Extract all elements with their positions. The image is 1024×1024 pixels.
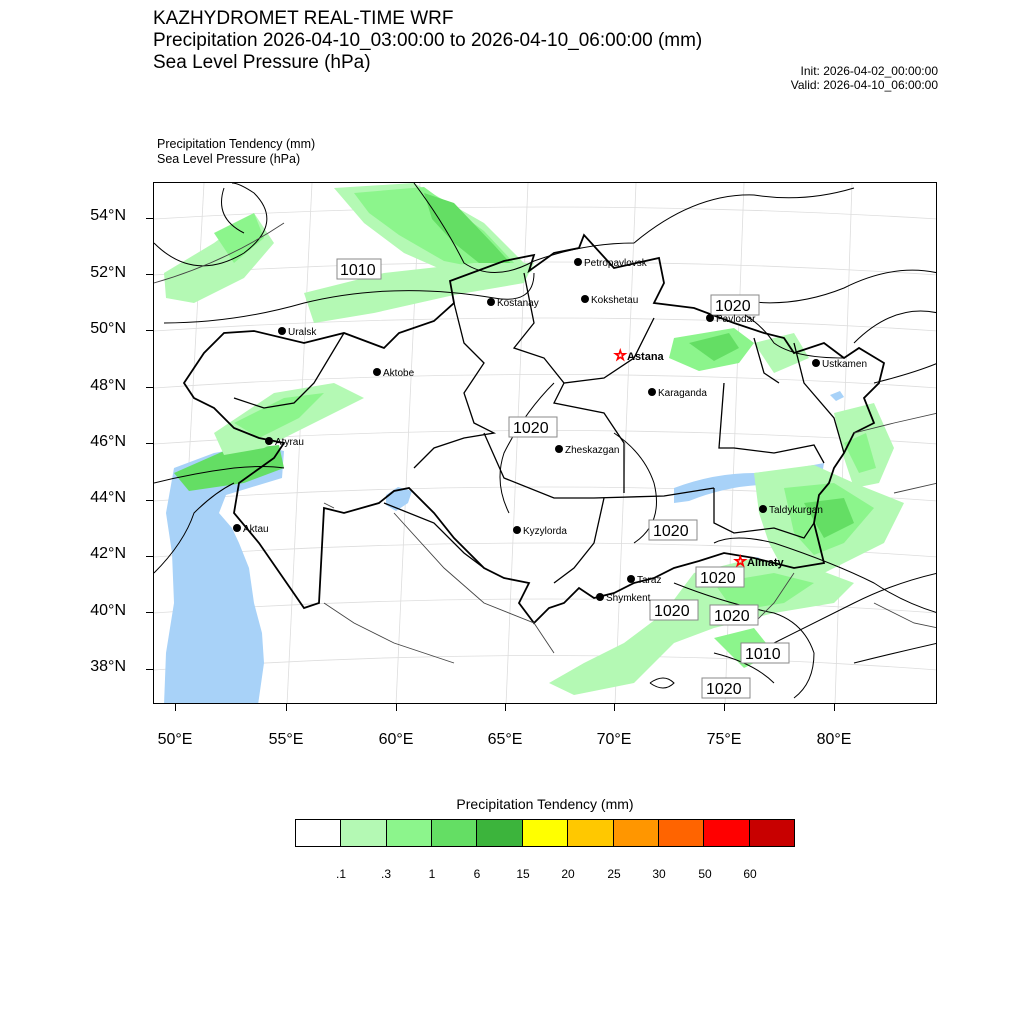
svg-text:1020: 1020 (513, 420, 549, 437)
svg-text:Astana: Astana (627, 351, 664, 363)
svg-text:1010: 1010 (340, 262, 376, 279)
city-aktau (233, 524, 269, 535)
svg-text:Zheskazgan: Zheskazgan (565, 445, 620, 456)
subtitle-slp: Sea Level Pressure (hPa) (157, 152, 301, 166)
map-canvas (154, 183, 937, 704)
legend-tick: 50 (698, 867, 712, 881)
city-kyzylorda (513, 526, 567, 537)
svg-text:Taldykurgan: Taldykurgan (769, 505, 823, 516)
legend-tick: .3 (380, 867, 392, 881)
lon-label-70: 70°E (596, 731, 632, 748)
svg-text:☆: ☆ (734, 554, 747, 570)
city-petropavlovsk (574, 258, 648, 269)
legend-tick: 60 (743, 867, 757, 881)
title-main: KAZHYDROMET REAL-TIME WRF (153, 8, 454, 29)
svg-text:Uralsk: Uralsk (288, 327, 317, 338)
lat-label-40: 40°N (90, 602, 126, 619)
lat-label-42: 42°N (90, 545, 126, 562)
isobar-label-3 (509, 417, 557, 437)
legend-swatch (523, 820, 568, 846)
lat-tick (146, 556, 153, 557)
init-time: Init: 2026-04-02_00:00:00 (800, 64, 938, 78)
lat-tick (146, 274, 153, 275)
svg-text:Karaganda: Karaganda (658, 388, 707, 399)
legend-tick: 1 (428, 867, 436, 881)
lat-tick (146, 443, 153, 444)
title-precip: Precipitation 2026-04-10_03:00:00 to 2026-04-10_06:00:00 (mm) (153, 30, 703, 51)
legend-tick: 15 (516, 867, 530, 881)
lat-tick (146, 669, 153, 670)
legend-swatch (750, 820, 794, 846)
lat-label-48: 48°N (90, 377, 126, 394)
lon-tick (505, 704, 506, 711)
timestamps (791, 64, 938, 92)
map-panel (153, 182, 937, 704)
lat-label-54: 54°N (90, 207, 126, 224)
legend-title: Precipitation Tendency (mm) (456, 796, 634, 812)
svg-text:Aktau: Aktau (243, 524, 269, 535)
lon-label-65: 65°E (487, 731, 523, 748)
svg-text:1010: 1010 (745, 646, 781, 663)
svg-text:Shymkent: Shymkent (606, 593, 651, 604)
legend-tick: 25 (607, 867, 621, 881)
legend-tick: 30 (652, 867, 666, 881)
svg-text:Taraz: Taraz (637, 575, 662, 586)
legend-swatch (659, 820, 704, 846)
svg-text:1020: 1020 (714, 608, 750, 625)
legend-swatch (387, 820, 432, 846)
svg-text:1020: 1020 (700, 570, 736, 587)
lat-label-44: 44°N (90, 489, 126, 506)
city-astana (614, 348, 665, 364)
isobar-label-4 (649, 520, 697, 540)
title-slp: Sea Level Pressure (hPa) (153, 52, 371, 73)
legend-colorbar (295, 819, 795, 847)
city-almaty (734, 554, 785, 570)
svg-text:1020: 1020 (653, 523, 689, 540)
isobar-label-5 (696, 567, 744, 587)
isobar-label-6 (650, 600, 698, 620)
svg-text:1020: 1020 (654, 603, 690, 620)
lon-tick (724, 704, 725, 711)
svg-text:Petropavlovsk: Petropavlovsk (584, 258, 647, 269)
isobar-label-1 (337, 259, 381, 279)
lon-label-50: 50°E (157, 731, 193, 748)
lon-tick (286, 704, 287, 711)
lon-tick (614, 704, 615, 711)
legend-swatch (341, 820, 386, 846)
lon-tick (834, 704, 835, 711)
lat-label-52: 52°N (90, 264, 126, 281)
svg-text:Kyzylorda: Kyzylorda (523, 526, 567, 537)
svg-text:Aktobe: Aktobe (383, 368, 415, 379)
legend-swatch (614, 820, 659, 846)
legend-swatch (432, 820, 477, 846)
svg-text:1020: 1020 (706, 681, 742, 698)
lat-tick (146, 612, 153, 613)
svg-text:Ustkamen: Ustkamen (822, 359, 868, 370)
legend-swatch (296, 820, 341, 846)
subtitle-precip: Precipitation Tendency (mm) (157, 137, 316, 151)
lat-label-38: 38°N (90, 658, 126, 675)
lat-tick (146, 330, 153, 331)
svg-text:Almaty: Almaty (747, 557, 784, 569)
lat-tick (146, 218, 153, 219)
city-uralsk (278, 327, 317, 338)
legend-tick: .1 (335, 867, 347, 881)
svg-text:Atyrau: Atyrau (275, 437, 304, 448)
isobar-label-7 (710, 605, 758, 625)
svg-text:☆: ☆ (614, 348, 627, 364)
lon-label-60: 60°E (378, 731, 414, 748)
lon-label-55: 55°E (268, 731, 304, 748)
city-ustkamen (812, 359, 867, 370)
city-karaganda (648, 388, 707, 399)
city-kokshetau (581, 295, 638, 306)
city-kostanay (487, 298, 539, 309)
lat-label-50: 50°N (90, 320, 126, 337)
legend-swatch (477, 820, 522, 846)
isobar-label-2 (711, 295, 759, 315)
svg-text:1020: 1020 (715, 298, 751, 315)
legend-tick: 20 (561, 867, 575, 881)
lat-tick (146, 500, 153, 501)
map-subtitle (157, 137, 315, 167)
svg-text:Kostanay: Kostanay (497, 298, 539, 309)
isobar-label-8 (741, 643, 789, 663)
legend-swatch (568, 820, 613, 846)
city-aktobe (373, 368, 415, 379)
lon-label-80: 80°E (816, 731, 852, 748)
valid-time: Valid: 2026-04-10_06:00:00 (790, 78, 938, 92)
lat-label-46: 46°N (90, 433, 126, 450)
city-taldykurgan (759, 505, 823, 516)
lon-tick (396, 704, 397, 711)
isobar-label-9 (702, 678, 750, 698)
zaysan (830, 391, 844, 401)
lat-tick (146, 387, 153, 388)
legend-swatch (704, 820, 749, 846)
lon-label-75: 75°E (706, 731, 742, 748)
svg-text:Pavlodar: Pavlodar (716, 314, 756, 325)
lon-tick (175, 704, 176, 711)
svg-text:Kokshetau: Kokshetau (591, 295, 639, 306)
city-zheskazgan (555, 445, 619, 456)
legend-tick: 6 (473, 867, 481, 881)
